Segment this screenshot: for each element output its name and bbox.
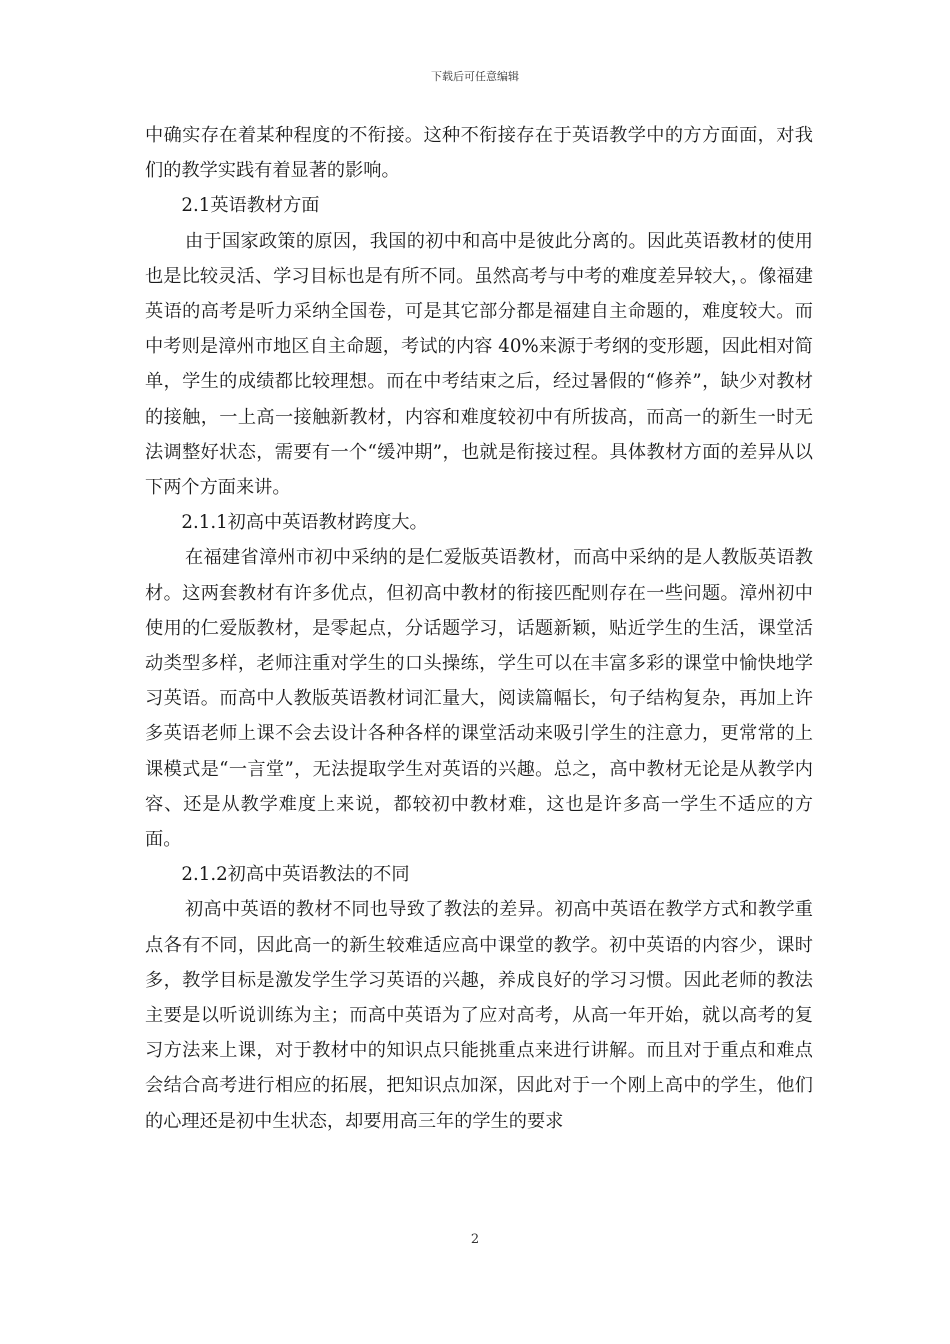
paragraph-textbook-gap: 在福建省漳州市初中采纳的是仁爱版英语教材，而高中采纳的是人教版英语教材。这两套教材有许多优点，但初高中教材的衔接匹配则存在一些问题。漳州初中使用的仁爱版教材，是零起点，分话题学习，话题新颖，贴近学生的生活，课堂活动类型多样，老师注重对学生的口头操练，学生可以在丰富多彩的课堂中愉快地学习英语。而高中人教版英语教材词汇量大，阅读篇幅长，句子结构复杂，再加上许多英语老师上课不会去设计各种各样的课堂活动来吸引学生的注意力，更常常的上课模式是“一言堂”，无法提取学生对英语的兴趣。总之，高中教材无论是从教学内容、还是从教学难度上来说，都较初中教材难，这也是许多高一学生不适应的方面。 bbox=[145, 547, 813, 851]
section-heading-2-1-1: 2.1.1初高中英语教材跨度大。 bbox=[181, 512, 428, 534]
paragraph-textbook-differences: 由于国家政策的原因，我国的初中和高中是彼此分离的。因此英语教材的使用也是比较灵活、学习目标也是有所不同。虽然高考与中考的难度差异较大，。像福建英语的高考是听力采纳全国卷，可是其它部分都是福建自主命题的，难度较大。而中考则是漳州市地区自主命题，考试的内容 40%来源于考纲的变形题，因此相对简单，学生的成绩都比较理想。而在中考结束之后，经过暑假的“修养”，缺少对教材的接触，一上高一接触新教材，内容和难度较初中有所拔高，而高一的新生一时无法调整好状态，需要有一个“缓冲期”，也就是衔接过程。具体教材方面的差异从以下两个方面来讲。 bbox=[145, 230, 813, 499]
section-heading-2-1-2: 2.1.2初高中英语教法的不同 bbox=[181, 864, 410, 886]
document-body bbox=[145, 118, 813, 1139]
section-heading-2-1: 2.1英语教材方面 bbox=[181, 195, 320, 217]
page-header: 下载后可任意编辑 bbox=[431, 70, 519, 83]
page-number: 2 bbox=[470, 1232, 480, 1247]
paragraph-continuation: 中确实存在着某种程度的不衔接。这种不衔接存在于英语教学中的方方面面，对我们的教学实践有着显著的影响。 bbox=[145, 125, 813, 182]
paragraph-teaching-methods: 初高中英语的教材不同也导致了教法的差异。初高中英语在教学方式和教学重点各有不同，因此高一的新生较难适应高中课堂的教学。初中英语的内容少，课时多，教学目标是激发学生学习英语的兴趣，养成良好的学习习惯。因此老师的教法主要是以听说训练为主；而高中英语为了应对高考，从高一年开始，就以高考的复习方法来上课，对于教材中的知识点只能挑重点来进行讲解。而且对于重点和难点会结合高考进行相应的拓展，把知识点加深，因此对于一个刚上高中的学生，他们的心理还是初中生状态，却要用高三年的学生的要求 bbox=[145, 899, 813, 1132]
